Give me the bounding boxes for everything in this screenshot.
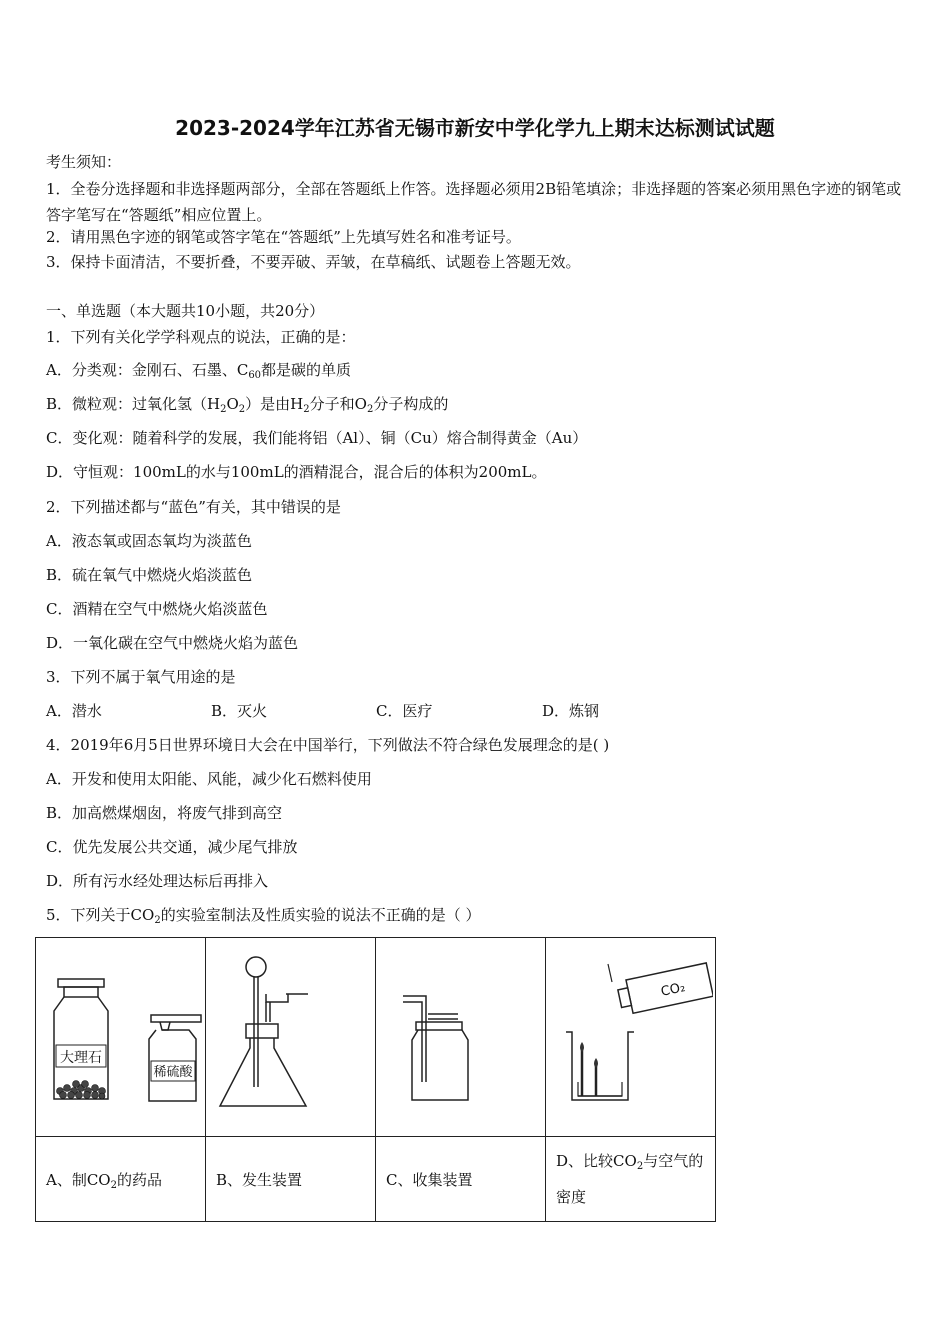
caption-a: [36, 1137, 206, 1222]
question-3-option-b: B．灭火: [211, 702, 268, 720]
question-1-option-b: [46, 394, 448, 414]
subscript: 60: [248, 370, 262, 381]
text: 的实验室制法及性质实验的说法不正确的是（ ）: [160, 906, 481, 924]
text: A．分类观：金刚石、石墨、C: [46, 361, 249, 379]
question-4-option-b: B．加高燃煤烟囱，将废气排到高空: [46, 804, 283, 822]
text: O: [226, 395, 239, 413]
caption-b: B、发生装置: [206, 1137, 376, 1222]
question-1-stem: 1．下列有关化学学科观点的说法，正确的是：: [46, 328, 356, 346]
figure-cell-a: [36, 938, 206, 1137]
figure-cell-b: [206, 938, 376, 1137]
question-2-option-d: D．一氧化碳在空气中燃烧火焰为蓝色: [46, 634, 299, 652]
question-1-option-c: C．变化观：随着科学的发展，我们能将铝（Al）、铜（Cu）熔合制得黄金（Au）: [46, 429, 588, 447]
section-heading: 一、单选题（本大题共10小题，共20分）: [46, 302, 325, 320]
figure-cell-d: [546, 938, 716, 1137]
text: 的药品: [116, 1170, 162, 1189]
question-4-option-a: A．开发和使用太阳能、风能，减少化石燃料使用: [46, 770, 372, 788]
caption-d: [546, 1137, 716, 1222]
text: 5．下列关于CO: [46, 906, 155, 924]
question-3-option-a: A．潜水: [46, 702, 102, 720]
figure-table: [35, 937, 716, 1222]
text: 都是碳的单质: [261, 361, 352, 379]
question-4-option-c: C．优先发展公共交通，减少尾气排放: [46, 838, 298, 856]
question-4-option-d: D．所有污水经处理达标后再排入: [46, 872, 269, 890]
subscript: 2: [636, 1161, 644, 1172]
text: 分子构成的: [373, 395, 449, 413]
density-comparison-figure: [548, 962, 713, 1112]
page-title: 2023-2024学年江苏省无锡市新安中学化学九上期末达标测试试题: [175, 116, 775, 140]
question-5-stem: [46, 905, 480, 925]
reagent-bottles-figure: [38, 967, 203, 1107]
collection-bottle-figure: [378, 962, 543, 1112]
subscript: 2: [303, 404, 310, 415]
generator-apparatus-figure: [208, 952, 373, 1122]
notice-heading: 考生须知：: [46, 153, 122, 171]
figure-cell-c: [376, 938, 546, 1137]
question-3-option-d: D．炼钢: [542, 702, 600, 720]
question-1-option-a: [46, 360, 351, 380]
subscript: 2: [154, 915, 161, 926]
text: A、制CO: [46, 1170, 111, 1189]
bottle-label-acid: 稀硫酸: [153, 1065, 193, 1080]
caption-c: C、收集装置: [376, 1137, 546, 1222]
bottle-label-marble: 大理石: [60, 1050, 102, 1066]
subscript: 2: [238, 404, 246, 415]
question-2-option-b: B．硫在氧气中燃烧火焰淡蓝色: [46, 566, 253, 584]
question-3-stem: 3．下列不属于氧气用途的是: [46, 668, 236, 686]
text: D、比较CO: [556, 1152, 637, 1170]
question-4-stem: 4．2019年6月5日世界环境日大会在中国举行，下列做法不符合绿色发展理念的是( ): [46, 736, 610, 754]
subscript: 2: [366, 404, 374, 415]
notice-item-3: 3．保持卡面清洁，不要折叠，不要弄破、弄皱，在草稿纸、试题卷上答题无效。: [46, 253, 581, 271]
question-1-option-d: D．守恒观：100mL的水与100mL的酒精混合，混合后的体积为200mL。: [46, 463, 547, 481]
text: ）是由H: [245, 395, 304, 413]
notice-item-2: 2．请用黑色字迹的钢笔或答字笔在“答题纸”上先填写姓名和准考证号。: [46, 228, 521, 246]
question-3-option-c: C．医疗: [376, 702, 433, 720]
subscript: 2: [110, 1179, 117, 1191]
question-2-option-a: A．液态氧或固态氧均为淡蓝色: [46, 532, 252, 550]
question-2-option-c: C．酒精在空气中燃烧火焰淡蓝色: [46, 600, 268, 618]
text: 与空气的密度: [556, 1152, 704, 1206]
subscript: 2: [220, 404, 227, 415]
notice-item-1: 1．全卷分选择题和非选择题两部分，全部在答题纸上作答。选择题必须用2B铅笔填涂；非选择题的答案必须用黑色字迹的钢笔或答字笔写在“答题纸”相应位置上。: [46, 180, 902, 224]
question-2-stem: 2．下列描述都与“蓝色”有关，其中错误的是: [46, 498, 341, 516]
text: 分子和O: [309, 395, 367, 413]
gas-label-co2: CO₂: [659, 980, 687, 1000]
text: B．微粒观：过氧化氢（H: [46, 395, 221, 413]
